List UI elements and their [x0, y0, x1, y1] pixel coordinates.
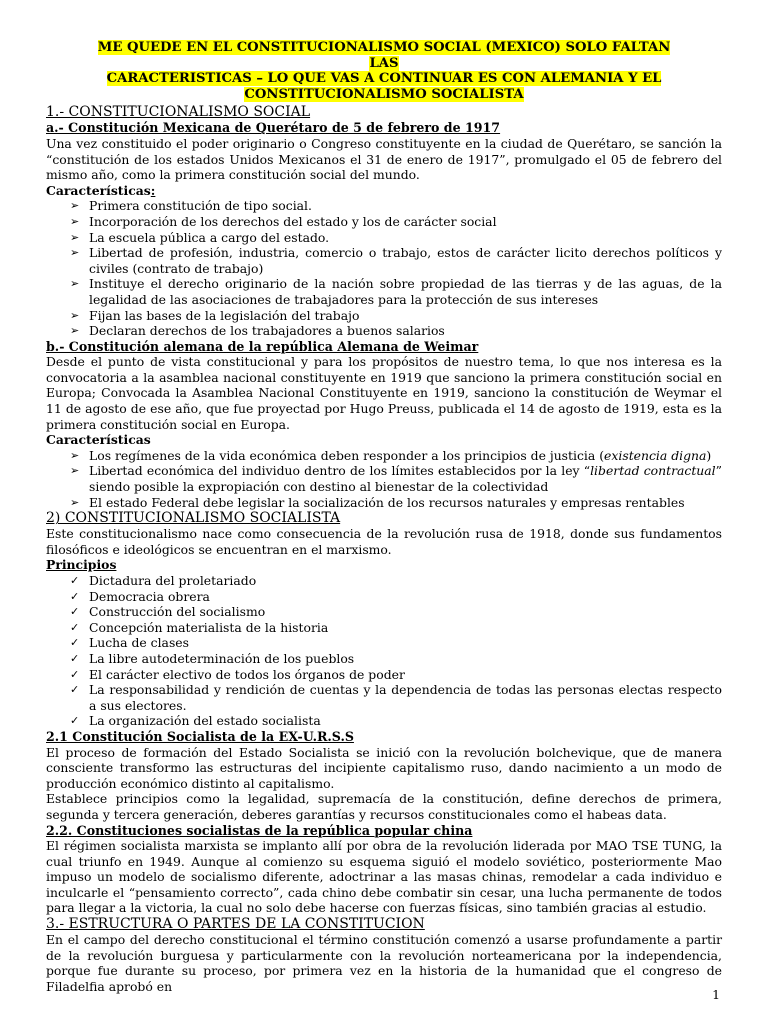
arrow-bullet-icon: ➢ [70, 246, 80, 260]
list-item [46, 448, 722, 464]
section-2-2-heading: 2.2. Constituciones socialistas de la república popular china [46, 822, 473, 838]
list-item [46, 495, 722, 511]
arrow-bullet-icon: ➢ [70, 308, 80, 322]
list-item [46, 604, 722, 620]
list-item-text: Construcción del socialismo [89, 604, 266, 620]
list-item-text: ) [706, 447, 712, 463]
check-bullet-icon: ✓ [70, 636, 80, 650]
section-2-2-paragraph: El régimen socialista marxista se implanto allí por obra de la revolución liderada por MAO TSE TUNG, la cual triunfo en 1949. Aunque al comienzo su esquema siguió el modelo soviético, posteriormente Mao impuso un modelo de socialismo diferente, adoctrinar a las masas chinas, remodelar a cada individuo e inculcarle el “pensamiento correcto”, cada chino debe combatir sin cesar, una lucha permanente de todos para llegar a la victoria, la cual no solo debe hacerse con fuerzas físicas, sino también gracias al estudio. [46, 838, 722, 916]
principios-label: Principios [46, 557, 117, 573]
list-item-text: La responsabilidad y rendición de cuentas y la dependencia de todas las personas electas respecto a sus electores. [89, 682, 722, 713]
caracteristicas-label-2: Características [46, 432, 151, 448]
weimar-characteristics-list [46, 448, 722, 510]
list-item [46, 620, 722, 636]
list-item-text: El carácter electivo de todos los órganos de poder [89, 666, 405, 682]
title-line-2: CARACTERISTICAS – LO QUE VAS A CONTINUAR ES CON ALEMANIA Y EL [106, 71, 662, 87]
check-bullet-icon: ✓ [70, 620, 80, 634]
page-number: 1 [712, 987, 720, 1002]
section-3-paragraph: En el campo del derecho constitucional el término constitución comenzó a usarse profundamente a partir de la revolución burguesa y particularmente con la revolución norteamericana por la independencia, porque fue durante su proceso, por primera vez en la historia de la humanidad que el congreso de Filadelfia aprobó en [46, 932, 722, 994]
list-item [46, 713, 722, 729]
italic-term: existencia digna [604, 447, 707, 463]
list-item-text: Libertad de profesión, industria, comercio o trabajo, estos de carácter licito derechos políticos y civiles (contrato de trabajo) [89, 245, 722, 276]
check-bullet-icon: ✓ [70, 651, 80, 665]
list-item [46, 276, 722, 307]
list-item [46, 463, 722, 494]
list-item [46, 230, 722, 246]
list-item [46, 323, 722, 339]
list-item [46, 573, 722, 589]
list-item-text: ” siendo posible la expropiación con destino al bienestar de la colectividad [89, 463, 722, 495]
section-2-1-paragraph-2: Establece principios como la legalidad, supremacía de la constitución, define derechos de primera, segunda y tercera generación, deberes garantías y recursos constitucionales como el habeas data. [46, 791, 722, 822]
section-1a-heading: a.- Constitución Mexicana de Querétaro de 5 de febrero de 1917 [46, 120, 501, 136]
arrow-bullet-icon: ➢ [70, 324, 80, 338]
list-item-text: Incorporación de los derechos del estado y los de carácter social [89, 213, 497, 229]
check-bullet-icon: ✓ [70, 683, 80, 697]
list-item [46, 245, 722, 276]
section-2-heading: 2) CONSTITUCIONALISMO SOCIALISTA [46, 510, 341, 527]
arrow-bullet-icon: ➢ [70, 199, 80, 213]
document-page [46, 40, 722, 994]
list-item-text: Concepción materialista de la historia [89, 619, 329, 635]
arrow-bullet-icon: ➢ [70, 464, 80, 478]
section-1a-paragraph: Una vez constituido el poder originario o Congreso constituyente en la ciudad de Querétaro, se sanción la “constitución de los estados Unidos Mexicanos el 31 de enero de 1917”, promulgado el 05 de febrero del mismo año, como la primera constitución social del mundo. [46, 135, 722, 183]
title-line-1: ME QUEDE EN EL CONSTITUCIONALISMO SOCIAL (MEXICO) SOLO FALTAN LAS [97, 40, 671, 71]
list-item-text: Primera constitución de tipo social. [89, 198, 312, 214]
arrow-bullet-icon: ➢ [70, 495, 80, 509]
section-1b-paragraph: Desde el punto de vista constitucional y para los propósitos de nuestro tema, lo que nos interesa es la convocatoria a la asamblea nacional constituyente en 1919 que sanciono la primera constitución social en Europa; Convocada la Asamblea Nacional Constituyente en 1919, sanciono la constitución de Weymar el 11 de agosto de ese año, que fue proyectad por Hugo Preuss, publicada el 14 de agosto de 1919, esta es la primera constitución social en Europa. [46, 354, 722, 432]
list-item-text: Dictadura del proletariado [89, 573, 257, 588]
highlighted-title [86, 40, 682, 102]
section-1b-heading: b.- Constitución alemana de la república Alemana de Weimar [46, 338, 479, 354]
check-bullet-icon: ✓ [70, 605, 80, 619]
principios-list [46, 573, 722, 729]
mexico-characteristics-list [46, 198, 722, 338]
list-item-text: Instituye el derecho originario de la nación sobre propiedad de las tierras y de las aguas, de la legalidad de las asociaciones de trabajadores para la protección de sus intereses [89, 276, 722, 307]
list-item [46, 651, 722, 667]
section-3-heading: 3.- ESTRUCTURA O PARTES DE LA CONSTITUCION [46, 916, 425, 933]
list-item [46, 214, 722, 230]
list-item-text: Libertad económica del individuo dentro de los límites establecidos por la ley “ [89, 463, 591, 479]
section-2-paragraph: Este constitucionalismo nace como consecuencia de la revolución rusa de 1918, donde sus fundamentos filosóficos e ideológicos se encuentran en el marxismo. [46, 526, 722, 557]
arrow-bullet-icon: ➢ [70, 448, 80, 462]
section-1-heading: 1.- CONSTITUCIONALISMO SOCIAL [46, 104, 311, 121]
arrow-bullet-icon: ➢ [70, 214, 80, 228]
arrow-bullet-icon: ➢ [70, 230, 80, 244]
check-bullet-icon: ✓ [70, 667, 80, 681]
caracteristicas-label-1 [46, 183, 722, 199]
check-bullet-icon: ✓ [70, 574, 80, 587]
section-2-1-heading: 2.1 Constitución Socialista de la EX-U.R.S.S [46, 728, 354, 744]
check-bullet-icon: ✓ [70, 714, 80, 728]
list-item [46, 682, 722, 713]
italic-term: libertad contractual [590, 463, 716, 479]
caracteristicas-label-colon: : [150, 182, 156, 198]
list-item [46, 589, 722, 605]
arrow-bullet-icon: ➢ [70, 277, 80, 291]
list-item-text: La organización del estado socialista [89, 713, 321, 729]
list-item [46, 198, 722, 214]
list-item [46, 667, 722, 683]
title-line-3: CONSTITUCIONALISMO SOCIALISTA [244, 86, 524, 102]
caracteristicas-label-text: Características [46, 182, 151, 198]
list-item-text: Los regímenes de la vida económica deben responder a los principios de justicia ( [89, 447, 605, 463]
list-item-text: La libre autodeterminación de los pueblos [89, 650, 355, 666]
list-item-text: La escuela pública a cargo del estado. [89, 229, 330, 245]
check-bullet-icon: ✓ [70, 589, 80, 603]
list-item-text: Fijan las bases de la legislación del trabajo [89, 307, 360, 323]
list-item-text: Lucha de clases [89, 635, 189, 651]
list-item-text: Declaran derechos de los trabajadores a buenos salarios [89, 323, 445, 339]
list-item-text: Democracia obrera [89, 588, 210, 604]
section-2-1-paragraph-1: El proceso de formación del Estado Socialista se inició con la revolución bolchevique, que de manera consciente transformo las estructuras del incipiente capitalismo ruso, dando nacimiento a un modo de producción económico distinto al capitalismo. [46, 744, 722, 791]
list-item [46, 635, 722, 651]
list-item-text: El estado Federal debe legislar la socialización de los recursos naturales y empresas rentables [89, 494, 685, 510]
list-item [46, 308, 722, 324]
